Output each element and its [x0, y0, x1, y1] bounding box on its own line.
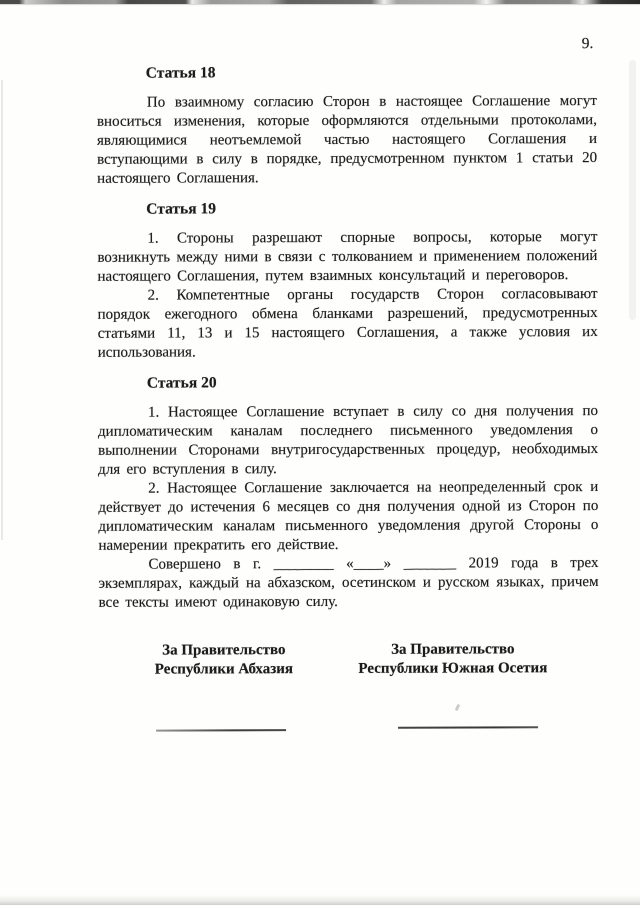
article-19-section [97, 198, 598, 363]
signature-abkhazia-line1: За Правительство [162, 642, 286, 659]
signature-block-south-ossetia [328, 640, 578, 731]
article-18-title: Статья 18 [145, 64, 216, 82]
signature-line-abkhazia [156, 729, 286, 731]
signature-block-abkhazia [99, 641, 349, 732]
article-19-paragraph-1: 1. Стороны разрешают спорные вопросы, которые могут возникнуть между ними в связи с толкованием и применением положений настоящего Соглашения, путем взаимных консультаций и переговоров. [97, 229, 598, 285]
article-20-title: Статья 20 [146, 374, 217, 392]
page-number: 9. [581, 35, 594, 53]
article-18-paragraph-1: По взаимному согласию Сторон в настоящее Соглашение могут вноситься изменения, которые оформляются отдельными протоколами, являющимися неотъемлемой частью настоящего Соглашения и вступающими в силу в порядке, предусмотренном пунктом 1 статьи 20 настоящего Соглашения. [96, 93, 598, 187]
signature-line-south-ossetia [398, 726, 538, 728]
article-19-title: Статья 19 [146, 200, 217, 218]
article-20-paragraph-1: 1. Настоящее Соглашение вступает в силу со дня получения по дипломатическим каналам последнего письменного уведомления о выполнении Сторонами внутригосударственных процедур, необходимых для его вступления в силу. [98, 403, 599, 478]
article-20-section [98, 372, 599, 613]
article-18-section [97, 62, 597, 189]
signature-south-ossetia-line2: Республики Южная Осетия [358, 660, 548, 677]
document-body [97, 62, 599, 613]
article-19-paragraph-2: 2. Компетентные органы государств Сторон согласовывают порядок ежегодного обмена бланками разрешений, предусмотренных статьями 11, 13 и 15 настоящего Соглашения, а также условия их использования. [97, 286, 598, 361]
closing-execution-paragraph: Совершено в г. ________ «____» _______ 2019 года в трех экземплярах, каждый на абхазском, осетинском и русском языках, причем все тексты имеют одинаковую силу. [98, 555, 599, 611]
signature-south-ossetia-line1: За Правительство [391, 641, 515, 658]
article-20-paragraph-2: 2. Настоящее Соглашение заключается на неопределенный срок и действует до истечения 6 месяцев со дня получения одной из Сторон по дипломатическим каналам письменного уведомления другой Стороны о намерении прекратить его действие. [98, 479, 599, 554]
signature-abkhazia-line2: Республики Абхазия [154, 661, 294, 678]
signature-section [99, 640, 599, 732]
